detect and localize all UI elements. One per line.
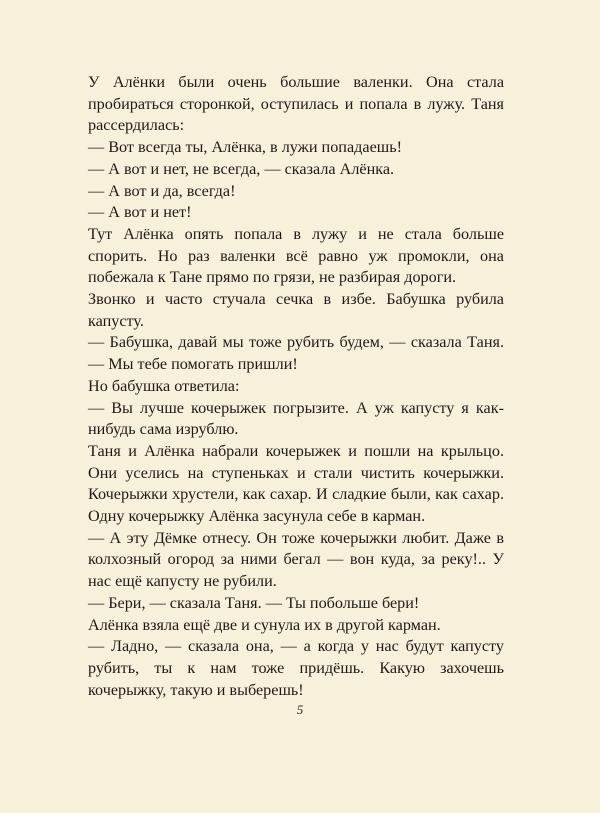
paragraph: Звонко и часто стучала сечка в избе. Бабушка рубила капусту.: [88, 290, 504, 330]
paragraph: — А вот и нет, не всегда, — сказала Алёнка.: [88, 159, 395, 178]
paragraph: — А эту Дёмке отнесу. Он тоже кочерыжки любит. Даже в колхозный огород за ними бегал — вон куда, за реку!.. У нас ещё капусту не рубили.: [88, 528, 504, 591]
paragraph: — Бабушка, давай мы тоже рубить будем, — сказала Таня. — Мы тебе помогать пришли!: [88, 333, 504, 374]
paragraph: — А вот и нет!: [88, 203, 192, 222]
paragraph: Таня и Алёнка набрали кочерыжек и пошли на крыльцо. Они уселись на ступеньках и стали чистить кочерыжки. Кочерыжки хрустели, как сахар. И сладкие были, как сахар. Одну кочерыжку Алёнка засунула себе в карман.: [88, 441, 504, 526]
paragraph: — Ладно, — сказала она, — а когда у нас будут капусту рубить, ты к нам тоже придёшь. Какую захочешь кочерыжку, такую и выберешь!: [88, 637, 504, 699]
paragraph: Тут Алёнка опять попала в лужу и не стала больше спорить. Но раз валенки всё равно уж промокли, она побежала к Тане прямо по грязи, не разбирая дороги.: [88, 224, 504, 287]
paragraph: — А вот и да, всегда!: [88, 181, 236, 200]
paragraph: — Бери, — сказала Таня. — Ты побольше бери!: [88, 593, 420, 612]
body-text: [88, 72, 504, 701]
paragraph: — Вы лучше кочерыжек погрызите. А уж капусту я как-нибудь сама изрублю.: [88, 398, 504, 439]
paragraph: У Алёнки были очень большие валенки. Она стала пробираться сторонкой, оступилась и попала в лужу. Таня рассердилась:: [88, 73, 504, 135]
page-number: 5: [296, 702, 304, 717]
paragraph: Алёнка взяла ещё две и сунула их в другой карман.: [88, 615, 441, 634]
paragraph: Но бабушка ответила:: [88, 376, 240, 395]
paragraph: — Вот всегда ты, Алёнка, в лужи попадаешь!: [88, 138, 402, 157]
